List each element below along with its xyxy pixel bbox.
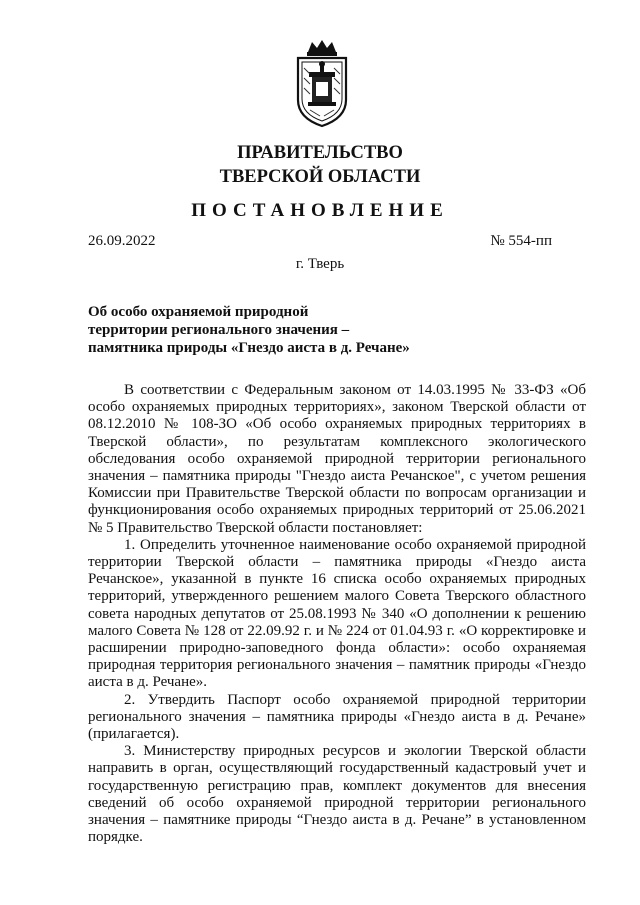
- government-title-line1: ПРАВИТЕЛЬСТВО: [237, 143, 403, 163]
- subject-line1: Об особо охраняемой природной: [88, 304, 309, 320]
- clause-1-paragraph: 1. Определить уточненное наименование особо охраняемой природной территории Тверской области – памятника природы «Гнездо аиста Речанское», указанной в пункте 16 списка особо охраняемых природных территорий, утвержденного решением малого Совета Тверского областного совета народных депутатов от 25.08.1993 № 340 «О дополнении к решению малого Совета № 128 от 22.09.92 г. и № 224 от 01.04.93 г. «О корректировке и расширении природно-заповедного фонда области»: особо охраняемая природная территория регионального значения – памятник природы «Гнездо аиста в д. Речане».: [88, 536, 586, 691]
- document-date: 26.09.2022: [88, 233, 156, 249]
- subject-line3: памятника природы «Гнездо аиста в д. Речане»: [88, 340, 410, 356]
- coat-of-arms-icon: [290, 38, 354, 128]
- document-subject: [88, 303, 448, 357]
- preamble-paragraph: В соответствии с Федеральным законом от 14.03.1995 № 33-ФЗ «Об особо охраняемых природных территориях», законом Тверской области от 08.12.2010 № 108-ЗО «Об особо охраняемых природных территориях в Тверской области», по результатам комплексного экологического обследования особо охраняемой природной территории регионального значения – памятника природы "Гнездо аиста Речанское", с учетом решения Комиссии при Правительстве Тверской области по вопросам организации и функционирования особо охраняемых природных территорий от 25.06.2021 № 5 Правительство Тверской области постановляет:: [88, 382, 586, 536]
- document-type: ПОСТАНОВЛЕНИЕ: [191, 200, 449, 221]
- government-title: [0, 141, 640, 189]
- document-city: г. Тверь: [295, 256, 345, 272]
- subject-line2: территории регионального значения –: [88, 322, 350, 338]
- government-title-line2: ТВЕРСКОЙ ОБЛАСТИ: [219, 167, 421, 187]
- clause-2-paragraph: 2. Утвердить Паспорт особо охраняемой природной территории регионального значения – памятника природы «Гнездо аиста в д. Речане» (прилагается).: [88, 691, 586, 743]
- document-body: [88, 382, 586, 846]
- clause-3-paragraph: 3. Министерству природных ресурсов и экологии Тверской области направить в орган, осуществляющий государственный кадастровый учет и государственную регистрацию прав, комплект документов для внесения сведений об особо охраняемой природной территории регионального значения – памятнике природы “Гнездо аиста в д. Речане” в установленном порядке.: [88, 743, 586, 846]
- document-number: № 554-пп: [490, 233, 552, 249]
